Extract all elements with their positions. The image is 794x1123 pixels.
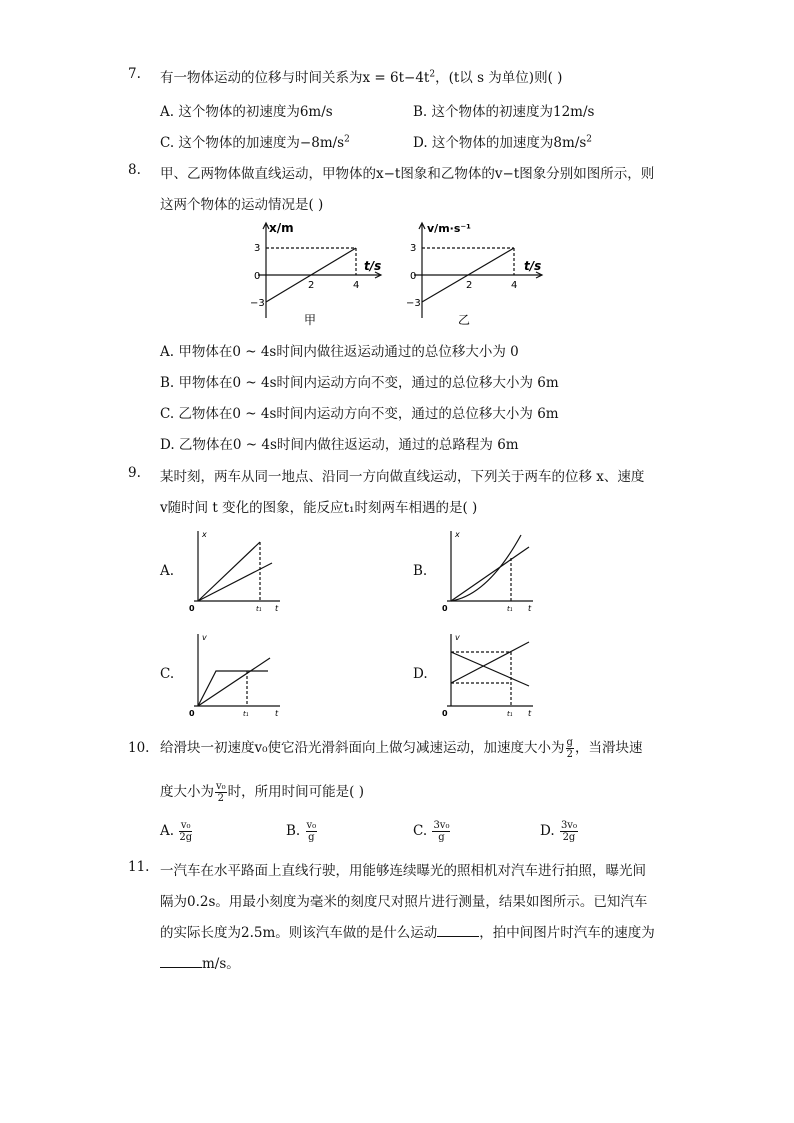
option-d: D. 这个物体的加速度为$8m/s^2$ — [413, 134, 593, 151]
origin-label: 0 — [442, 709, 448, 718]
question-stem-line-1: 给滑块一初速度v₀使它沿光滑斜面向上做匀减速运动，加速度大小为 $\frac{g}{2}$ ，当滑块速 — [160, 737, 643, 760]
option-a: A. 这个物体的初速度为6m/s — [160, 104, 333, 120]
tick-x-mid: 2 — [466, 280, 473, 291]
origin-label: 0 — [189, 709, 195, 718]
graph-option-b — [433, 525, 538, 615]
t1-label: t₁ — [507, 605, 513, 613]
question-number: 9. — [128, 465, 141, 481]
axis-label: x — [455, 530, 460, 539]
axis-label: t — [275, 604, 279, 613]
fraction-g-over-2: $\frac{g}{2}$ — [566, 737, 573, 760]
x-label: t/s — [524, 259, 542, 273]
option-b: B. 这个物体的初速度为12m/s — [413, 104, 595, 120]
option-c-label: C. — [160, 666, 175, 682]
option-c: C. 这个物体的加速度为$-8m/s^2$ — [160, 134, 350, 151]
graph-option-a — [180, 525, 285, 615]
y-label: x/m — [269, 221, 294, 235]
question-number: 7. — [128, 66, 141, 82]
tick-y-bottom: −3 — [250, 298, 265, 309]
option-d-label: D. — [413, 666, 428, 682]
answer-blank-1 — [437, 924, 479, 937]
axis-label: x — [202, 530, 207, 539]
question-line-2: 隔为0.2s。用最小刻度为毫米的刻度尺对照片进行测量，结果如图所示。已知汽车 — [160, 894, 648, 910]
line-decelerate — [451, 652, 529, 686]
question-stem-line-1: 某时刻，两车从同一地点、沿同一方向做直线运动，下列关于两车的位移 x、速度 — [160, 469, 645, 485]
t1-label: t₁ — [507, 710, 513, 718]
question-stem-line-2: 度大小为 $\frac{\text{v₀}}{2}$ 时，所用时间可能是( ) — [160, 781, 364, 804]
axis-label: t — [528, 709, 532, 718]
graph-yi — [392, 218, 552, 330]
graph-caption: 乙 — [458, 313, 471, 327]
question-stem-line-1: 甲、乙两物体做直线运动，甲物体的x−t图象和乙物体的v−t图象分别如图所示，则 — [160, 166, 655, 182]
tick-x-end: 4 — [353, 280, 360, 291]
graph-option-c — [180, 628, 285, 718]
axis-label: t — [275, 709, 279, 718]
t1-label: t₁ — [256, 605, 262, 613]
tick-x-end: 4 — [511, 280, 518, 291]
line-accelerate — [451, 642, 529, 683]
line-steep — [198, 542, 260, 601]
option-a: A. 甲物体在0 ~ 4s时间内做往返运动通过的总位移大小为 0 — [160, 344, 519, 360]
question-line-1: 一汽车在水平路面上直线行驶，用能够连续曝光的照相机对汽车进行拍照，曝光间 — [160, 863, 646, 879]
tick-y-top: 3 — [410, 243, 417, 254]
graph-jia — [236, 218, 386, 330]
question-number: 8. — [128, 162, 141, 178]
option-c: C. $\frac{\text{3v₀}}{g}$ — [413, 820, 450, 843]
option-d: D. 乙物体在0 ~ 4s时间内做往返运动，通过的总路程为 6m — [160, 437, 519, 453]
tick-y-bottom: −3 — [406, 298, 421, 309]
line-shallow — [198, 563, 272, 601]
option-c: C. 乙物体在0 ~ 4s时间内运动方向不变，通过的总位移大小为 6m — [160, 406, 559, 422]
line-straight — [451, 547, 529, 601]
origin-label: 0 — [189, 604, 195, 613]
tick-x-mid: 2 — [308, 280, 315, 291]
question-number: 10. — [128, 740, 150, 756]
question-line-3: 的实际长度为2.5m。则该汽车做的是什么运动 ，拍中间图片时汽车的速度为 — [160, 925, 655, 941]
y-label: v/m·s⁻¹ — [427, 222, 471, 235]
t1-label: t₁ — [243, 710, 249, 718]
graph-option-d — [433, 628, 538, 718]
question-stem-line-2: 这两个物体的运动情况是( ) — [160, 197, 324, 213]
option-a: A. $\frac{\text{v₀}}{2g}$ — [160, 820, 193, 843]
question-line-4: m/s。 — [160, 952, 240, 972]
option-b: B. $\frac{\text{v₀}}{g}$ — [286, 820, 317, 843]
x-label: t/s — [364, 259, 382, 273]
tick-y-top: 3 — [254, 243, 261, 254]
axis-label: v — [202, 633, 207, 642]
option-d: D. $\frac{\text{3v₀}}{2g}$ — [540, 820, 577, 843]
tick-y-zero: 0 — [410, 271, 417, 282]
tick-y-zero: 0 — [254, 271, 261, 282]
line-uniform-acceleration — [198, 658, 270, 706]
graph-caption: 甲 — [304, 313, 317, 327]
fraction-v0-over-2: $\frac{\text{v₀}}{2}$ — [216, 781, 226, 804]
axis-label: v — [455, 633, 460, 642]
question-stem: 有一物体运动的位移与时间关系为$x = 6t-4t^2$，(t以 s 为单位)则( ) — [160, 69, 563, 86]
origin-label: 0 — [442, 604, 448, 613]
option-b-label: B. — [413, 563, 428, 579]
option-b: B. 甲物体在0 ~ 4s时间内运动方向不变，通过的总位移大小为 6m — [160, 375, 559, 391]
answer-blank-2 — [160, 955, 202, 968]
question-number: 11. — [128, 859, 150, 875]
axis-label: t — [528, 604, 532, 613]
question-stem-line-2: v随时间 t 变化的图象，能反应t₁时刻两车相遇的是( ) — [160, 500, 478, 516]
option-a-label: A. — [160, 563, 175, 579]
line-accelerate-then-constant — [198, 671, 268, 706]
